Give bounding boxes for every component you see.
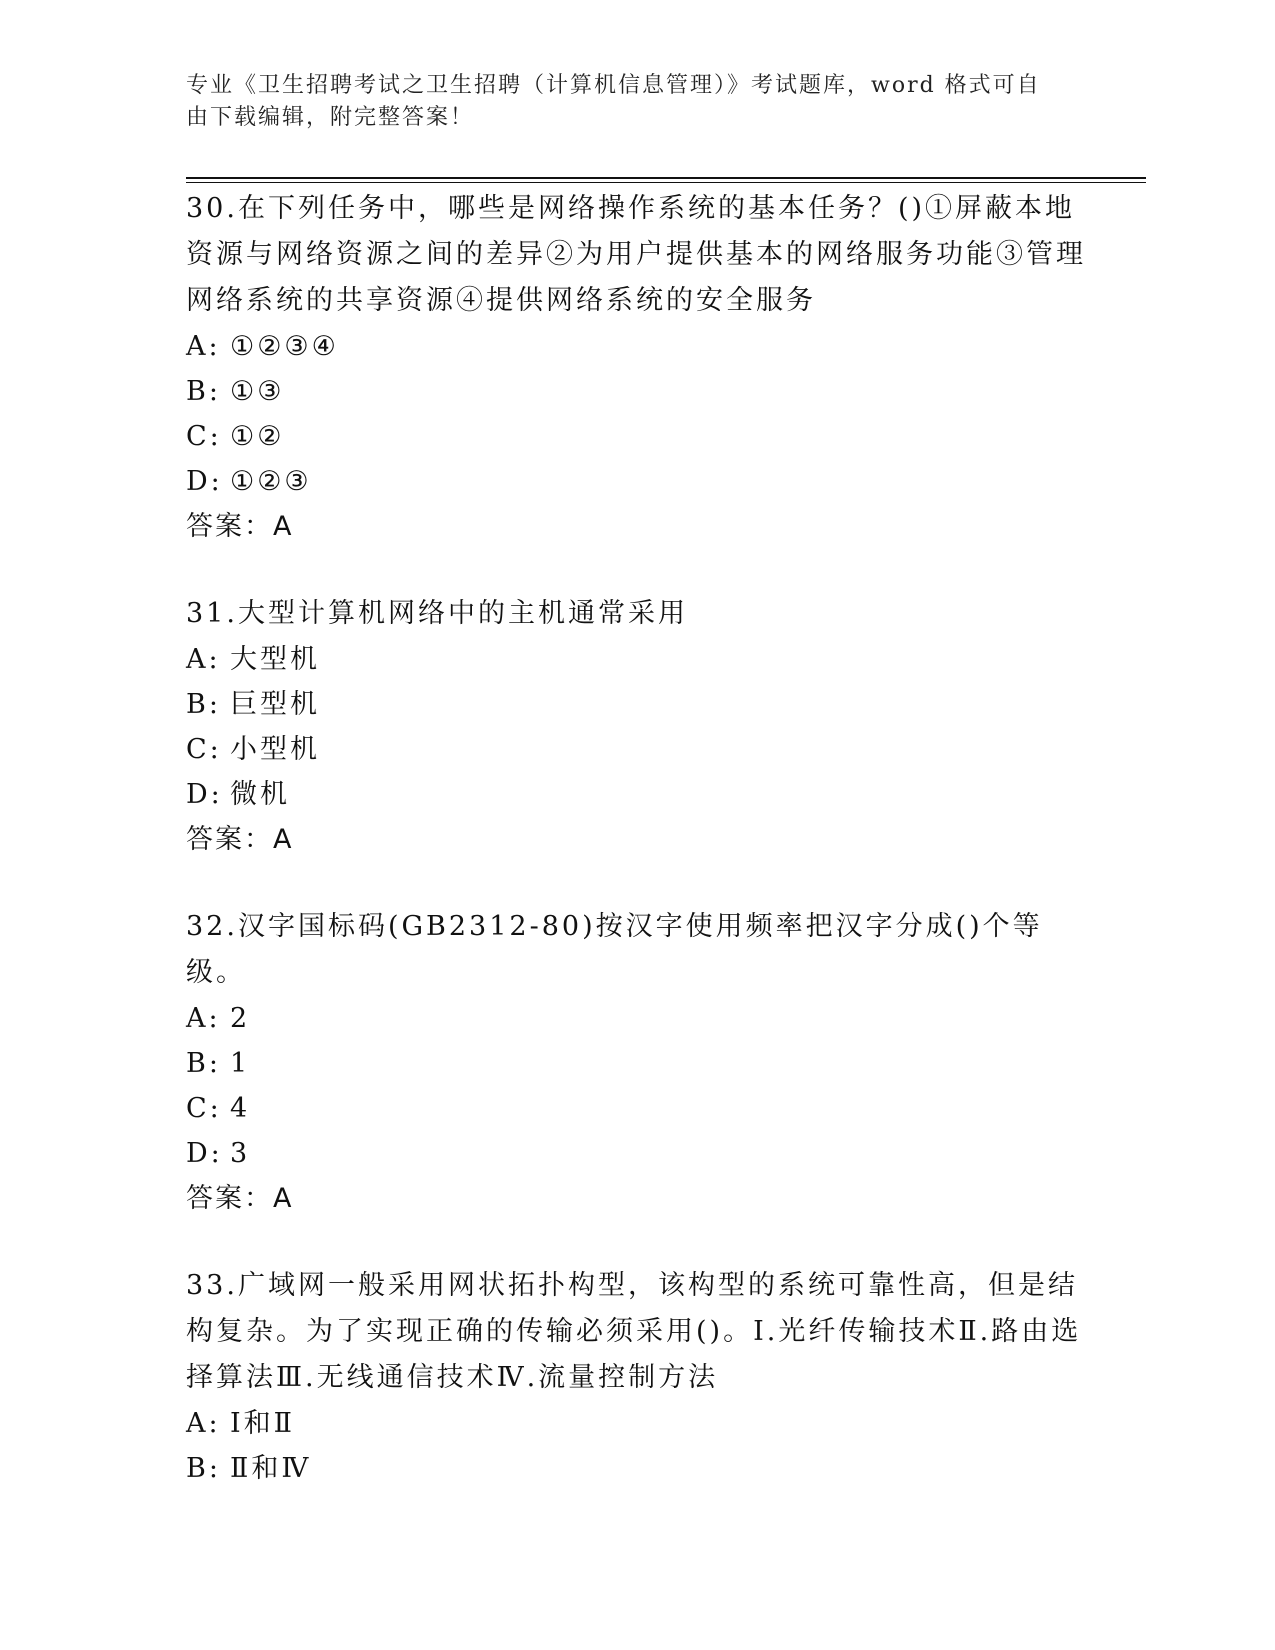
- option-value: Ⅱ和Ⅳ: [230, 1453, 312, 1484]
- option-value: ①②: [230, 421, 285, 452]
- option-value: 2: [230, 1003, 251, 1034]
- option-key: A:: [186, 644, 221, 675]
- option-value: 3: [230, 1138, 251, 1169]
- option-key: C:: [186, 1093, 222, 1124]
- option-value: 1: [230, 1048, 251, 1079]
- option-d: [186, 772, 1086, 817]
- option-value: 4: [230, 1093, 251, 1124]
- question-32: [186, 904, 1086, 1222]
- option-key: C:: [186, 421, 222, 452]
- option-value: Ⅰ和Ⅱ: [230, 1408, 296, 1439]
- option-a: [186, 996, 1086, 1041]
- option-key: B:: [186, 1453, 221, 1484]
- option-value: ①②③: [230, 466, 312, 497]
- answer-line: 答案：A: [186, 1183, 294, 1214]
- option-c: [186, 727, 1086, 772]
- option-d: [186, 1131, 1086, 1176]
- option-a: [186, 637, 1086, 682]
- question-30: [186, 186, 1086, 550]
- question-33: [186, 1263, 1086, 1491]
- question-text: 33.广域网一般采用网状拓扑构型，该构型的系统可靠性高，但是结构复杂。为了实现正确的传输必须采用()。Ⅰ.光纤传输技术Ⅱ.路由选择算法Ⅲ.无线通信技术Ⅳ.流量控制方法: [186, 1270, 1082, 1393]
- document-header: [186, 70, 1066, 134]
- option-key: A:: [186, 1408, 221, 1439]
- header-line-2: 由下载编辑，附完整答案！: [186, 105, 475, 130]
- question-list: [186, 186, 1086, 1532]
- option-value: 微机: [230, 779, 290, 810]
- question-text: 32.汉字国标码(GB2312-80)按汉字使用频率把汉字分成()个等级。: [186, 911, 1043, 988]
- option-d: [186, 459, 1086, 504]
- option-value: ①③: [230, 376, 285, 407]
- option-value: 巨型机: [230, 689, 320, 720]
- option-c: [186, 414, 1086, 459]
- header-divider-thick: [186, 177, 1146, 179]
- option-a: [186, 1401, 1086, 1446]
- question-31: [186, 591, 1086, 863]
- answer-line: 答案：A: [186, 824, 294, 855]
- option-value: ①②③④: [230, 331, 339, 362]
- header-divider-thin: [186, 182, 1146, 183]
- option-a: [186, 324, 1086, 369]
- question-text: 30.在下列任务中，哪些是网络操作系统的基本任务？()①屏蔽本地资源与网络资源之间的差异②为用户提供基本的网络服务功能③管理网络系统的共享资源④提供网络系统的安全服务: [186, 193, 1086, 316]
- option-key: B:: [186, 689, 221, 720]
- option-key: D:: [186, 1138, 223, 1169]
- option-value: 小型机: [230, 734, 320, 765]
- option-b: [186, 682, 1086, 727]
- option-key: D:: [186, 466, 223, 497]
- option-b: [186, 369, 1086, 414]
- answer-line: 答案：A: [186, 511, 294, 542]
- option-key: B:: [186, 376, 221, 407]
- option-b: [186, 1041, 1086, 1086]
- header-line-1: 专业《卫生招聘考试之卫生招聘（计算机信息管理）》考试题库，word 格式可自: [186, 73, 1041, 98]
- option-key: C:: [186, 734, 222, 765]
- question-text: 31.大型计算机网络中的主机通常采用: [186, 598, 688, 629]
- option-c: [186, 1086, 1086, 1131]
- option-key: D:: [186, 779, 223, 810]
- option-key: A:: [186, 1003, 221, 1034]
- option-value: 大型机: [230, 644, 320, 675]
- option-key: A:: [186, 331, 221, 362]
- option-b: [186, 1446, 1086, 1491]
- option-key: B:: [186, 1048, 221, 1079]
